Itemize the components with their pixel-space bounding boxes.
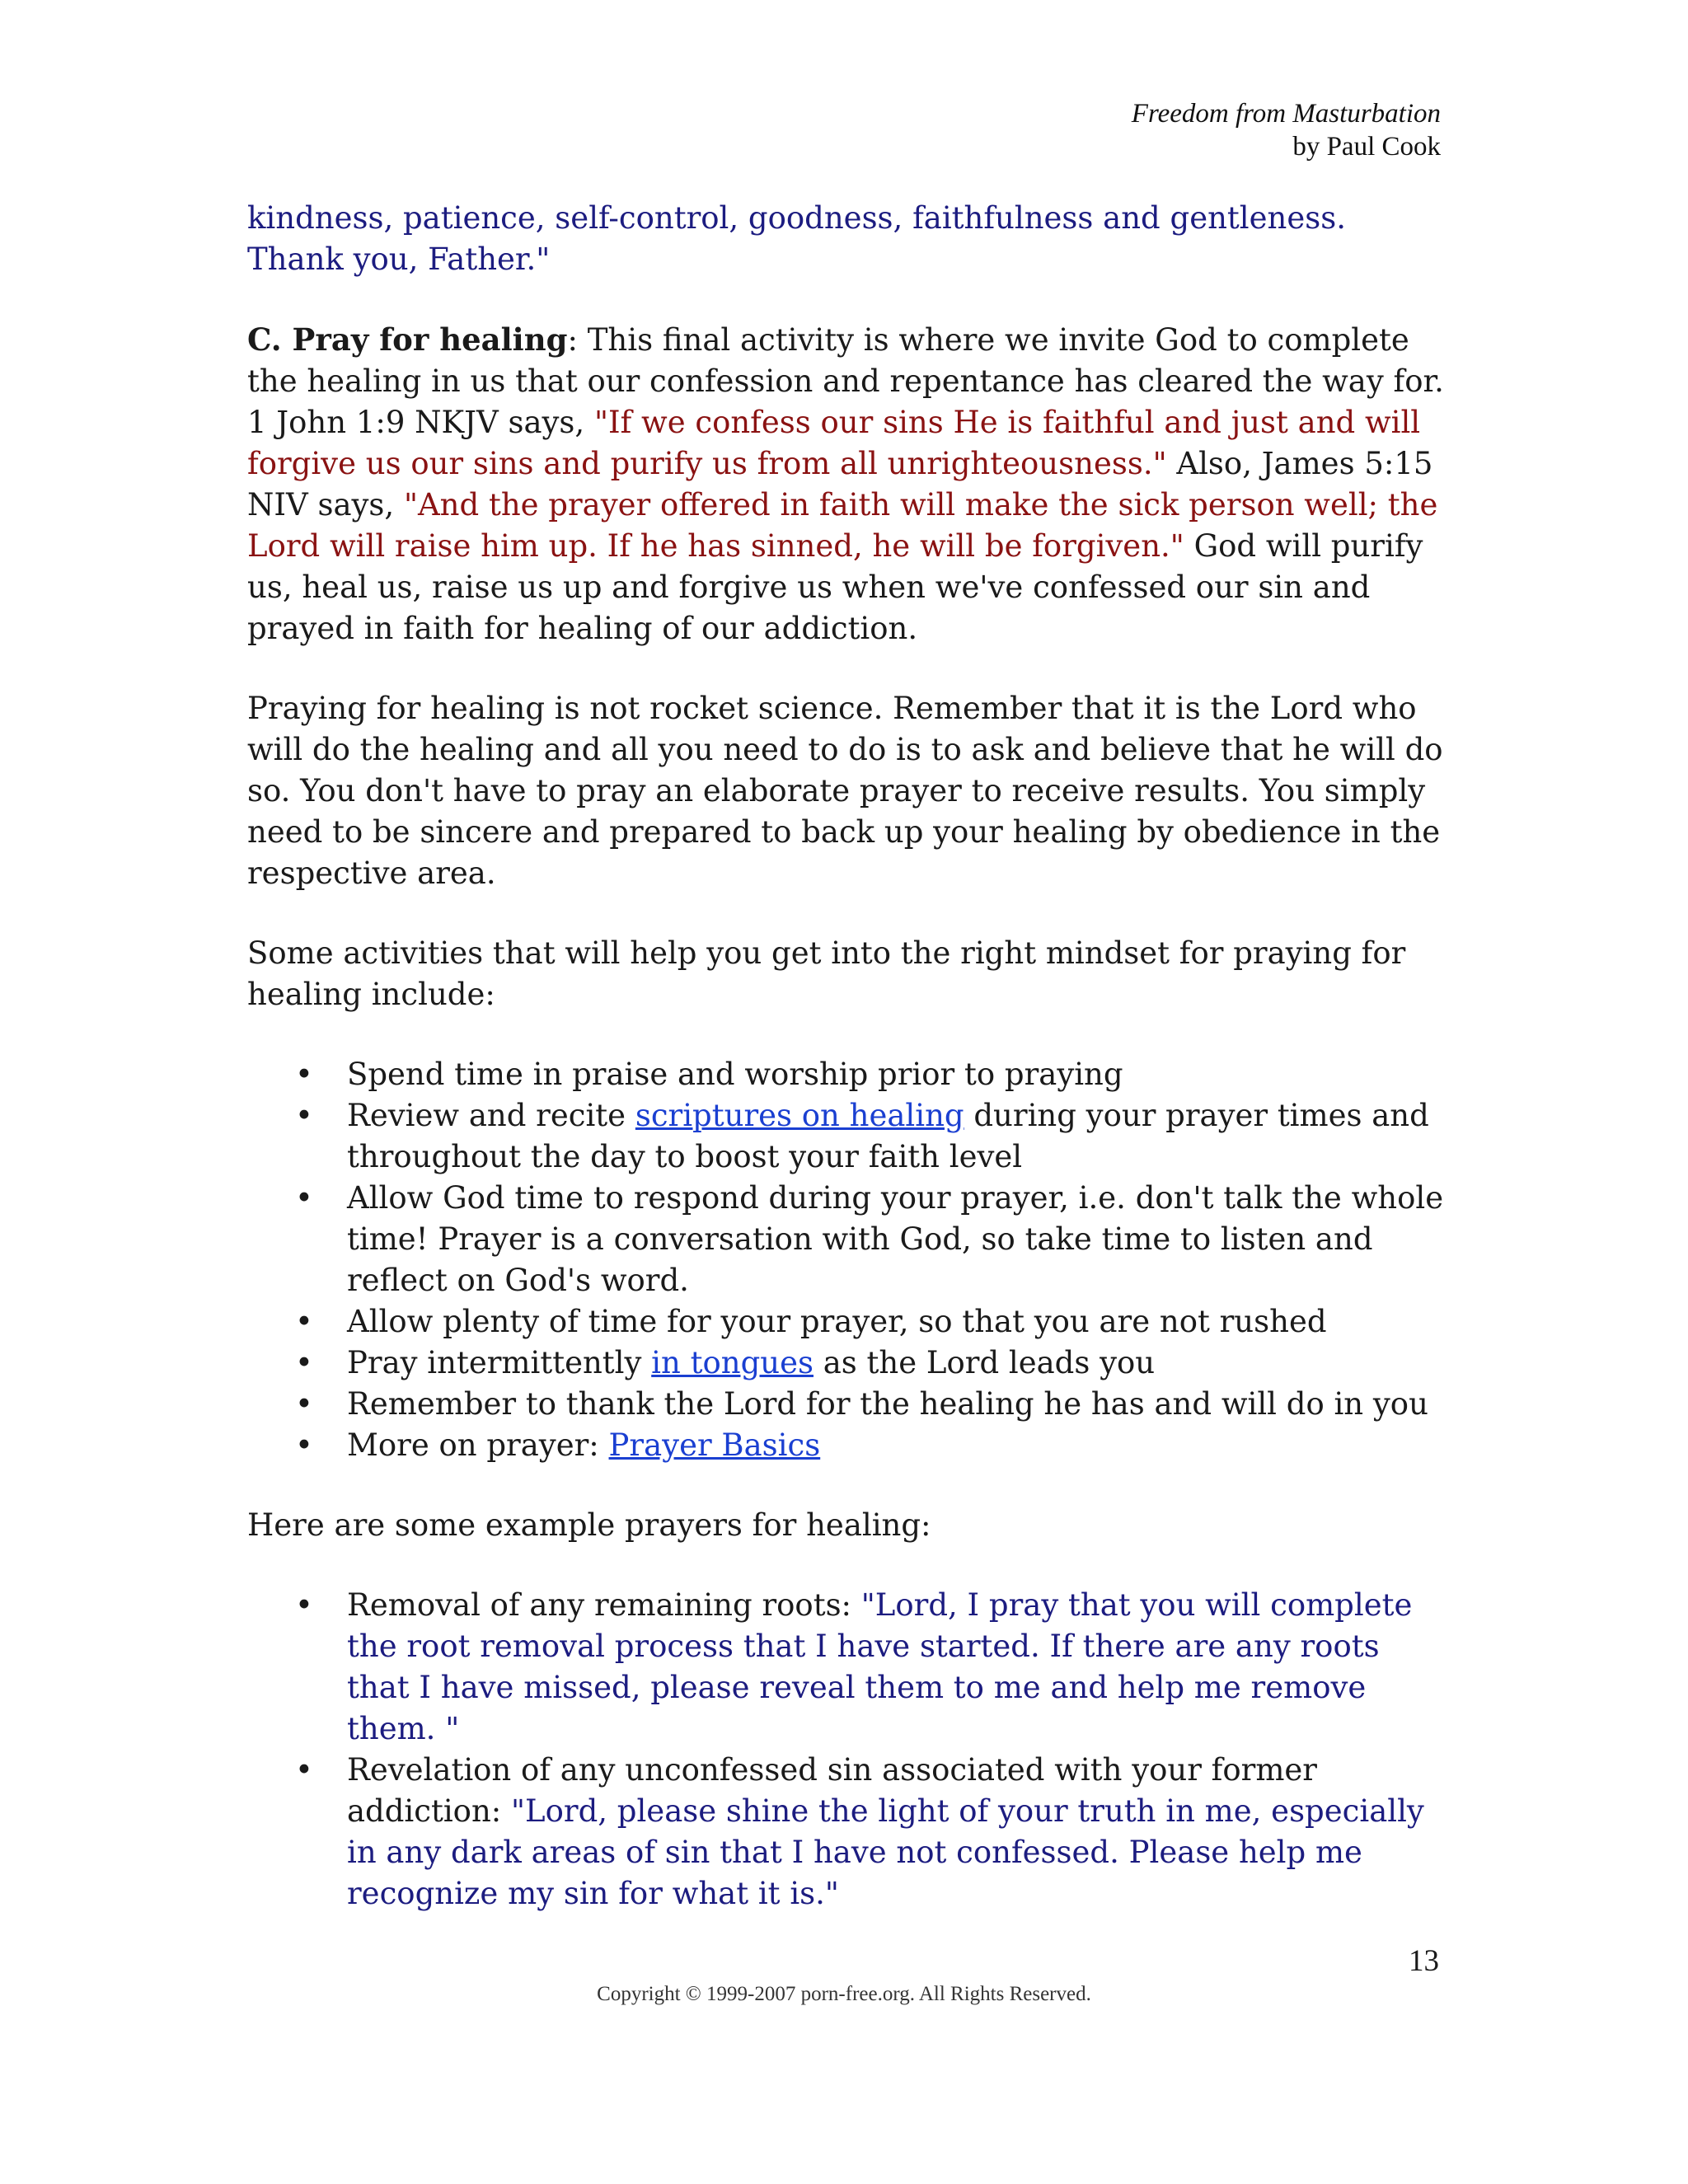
section-c-text-3: God will purify us, heal us, raise us up and forgive us when we've confessed our sin and prayed in faith for healing of our addiction.	[247, 528, 1423, 646]
section-c-text-2: Also, James 5:15 NIV says,	[247, 446, 1433, 523]
page-header	[1132, 97, 1441, 163]
prayer-quote: "Lord, I pray that you will complete the root removal process that I have started. If there are any roots that I have missed, please reveal them to me and help me remove them. "	[347, 1587, 1413, 1746]
page-content	[247, 198, 1451, 1953]
bullet-icon: •	[295, 1180, 313, 1216]
bullet-icon: •	[295, 1304, 313, 1339]
list-item: • Remember to thank the Lord for the healing he has and will do in you	[247, 1384, 1451, 1425]
list-item: • Spend time in praise and worship prior to praying	[247, 1054, 1451, 1095]
bullet-icon: •	[295, 1057, 313, 1092]
prayer-quote: "Lord, please shine the light of your truth in me, especially in any dark areas of sin that I have not confessed. Please help me recognize my sin for what it is."	[347, 1793, 1424, 1911]
list-item: • Review and recite scriptures on healing during your prayer times and throughout the day to boost your faith level	[247, 1095, 1451, 1178]
activities-list	[247, 1054, 1451, 1466]
bullet-icon: •	[295, 1752, 313, 1788]
list-item: • Pray intermittently in tongues as the Lord leads you	[247, 1343, 1451, 1384]
example-prayers-list	[247, 1585, 1451, 1915]
healing-paragraph: Praying for healing is not rocket science. Remember that it is the Lord who will do the healing and all you need to do is to ask and believe that he will do so. You don't have to pray an elaborate prayer to receive results. You simply need to be sincere and prepared to back up your healing by obedience in the respective area.	[247, 691, 1443, 891]
scripture-quote-james: "And the prayer offered in faith will make the sick person well; the Lord will raise him up. If he has sinned, he will be forgiven."	[247, 487, 1438, 564]
activities-intro: Some activities that will help you get into the right mindset for praying for healing include:	[247, 935, 1406, 1012]
intro-prayer-quote: kindness, patience, self-control, goodness, faithfulness and gentleness. Thank you, Father."	[247, 200, 1346, 277]
bullet-icon: •	[295, 1098, 313, 1133]
copyright-notice: Copyright © 1999-2007 porn-free.org. All Rights Reserved.	[597, 1983, 1091, 2005]
prayer-basics-link[interactable]: Prayer Basics	[608, 1427, 821, 1463]
list-item: • Removal of any remaining roots: "Lord, I pray that you will complete the root removal process that I have started. If there are any roots that I have missed, please reveal them to me and help me remove them. "	[247, 1585, 1451, 1750]
bullet-icon: •	[295, 1386, 313, 1422]
scripture-quote-1john: "If we confess our sins He is faithful and just and will forgive us our sins and purify us from all unrighteousness."	[247, 405, 1421, 481]
scriptures-on-healing-link[interactable]: scriptures on healing	[635, 1098, 964, 1133]
in-tongues-link[interactable]: in tongues	[651, 1345, 814, 1380]
examples-intro: Here are some example prayers for healing:	[247, 1507, 931, 1543]
bullet-icon: •	[295, 1587, 313, 1623]
section-c-paragraph	[247, 319, 1451, 649]
list-item: • More on prayer: Prayer Basics	[247, 1425, 1451, 1466]
document-title: Freedom from Masturbation	[1131, 99, 1441, 129]
page-number: 13	[1409, 1944, 1439, 1978]
document-author: by Paul Cook	[1292, 132, 1441, 162]
section-c-text-1: : This final activity is where we invite God to complete the healing in us that our confession and repentance has cleared the way for. 1 John 1:9 NKJV says,	[247, 322, 1444, 440]
list-item: • Revelation of any unconfessed sin associated with your former addiction: "Lord, please shine the light of your truth in me, especially in any dark areas of sin that I have not confessed. Please help me recognize my sin for what it is."	[247, 1750, 1451, 1915]
bullet-icon: •	[295, 1427, 313, 1463]
section-c-heading: C. Pray for healing	[247, 321, 568, 358]
list-item: • Allow plenty of time for your prayer, so that you are not rushed	[247, 1301, 1451, 1343]
list-item: • Allow God time to respond during your prayer, i.e. don't talk the whole time! Prayer is a conversation with God, so take time to listen and reflect on God's word.	[247, 1178, 1451, 1301]
bullet-icon: •	[295, 1345, 313, 1380]
